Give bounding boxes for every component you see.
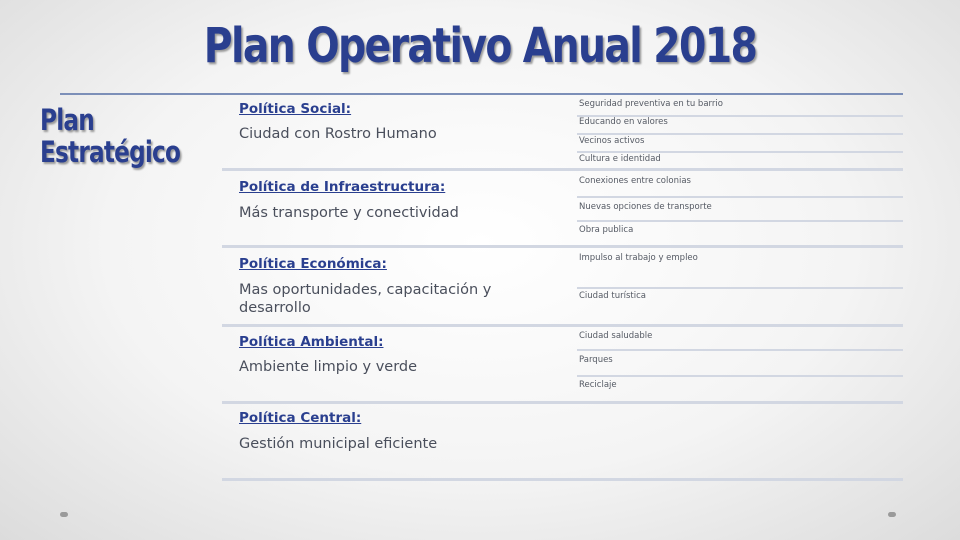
policy-block-ambiental: [222, 330, 903, 404]
program-divider: [577, 196, 903, 198]
program-divider: [577, 220, 903, 222]
program-divider: [577, 349, 903, 351]
program-label: Reciclaje: [579, 380, 617, 390]
program-label: Nuevas opciones de transporte: [579, 202, 712, 212]
slide-title: Plan Operativo Anual 2018: [203, 18, 757, 74]
policy-description: Ciudad con Rostro Humano: [239, 126, 437, 142]
policy-block-central: [222, 407, 903, 481]
policy-title: Política Ambiental:: [239, 334, 384, 350]
side-title-line-1: Plan: [40, 103, 94, 137]
program-divider: [577, 133, 903, 135]
policy-block-infraestructura: [222, 174, 903, 248]
policy-title: Política de Infraestructura:: [239, 179, 446, 195]
program-label: Conexiones entre colonias: [579, 176, 691, 186]
program-divider: [577, 151, 903, 153]
policy-block-social: [222, 95, 903, 171]
policy-title: Política Social:: [239, 101, 352, 117]
decorative-dot-left: [60, 512, 68, 517]
program-divider: [577, 375, 903, 377]
policy-title: Política Central:: [239, 410, 362, 426]
program-label: Parques: [579, 355, 613, 365]
program-label: Obra publica: [579, 225, 634, 235]
policy-description: Mas oportunidades, capacitación y desarrollo: [239, 282, 492, 316]
policy-description: Ambiente limpio y verde: [239, 359, 418, 375]
program-label: Educando en valores: [579, 117, 668, 127]
program-label: Impulso al trabajo y empleo: [579, 253, 698, 263]
decorative-dot-right: [888, 512, 896, 517]
program-label: Cultura e identidad: [579, 154, 661, 164]
program-label: Ciudad saludable: [579, 331, 653, 341]
side-title: [40, 104, 184, 168]
program-divider: [577, 287, 903, 289]
program-label: Ciudad turística: [579, 291, 646, 301]
policy-description: Más transporte y conectividad: [239, 205, 459, 221]
policy-title: Política Económica:: [239, 256, 387, 272]
program-label: Seguridad preventiva en tu barrio: [579, 99, 723, 109]
side-title-line-2: Estratégico: [40, 135, 181, 169]
program-label: Vecinos activos: [579, 136, 645, 146]
policy-description: Gestión municipal eficiente: [239, 436, 438, 452]
policy-block-economica: [222, 251, 903, 327]
